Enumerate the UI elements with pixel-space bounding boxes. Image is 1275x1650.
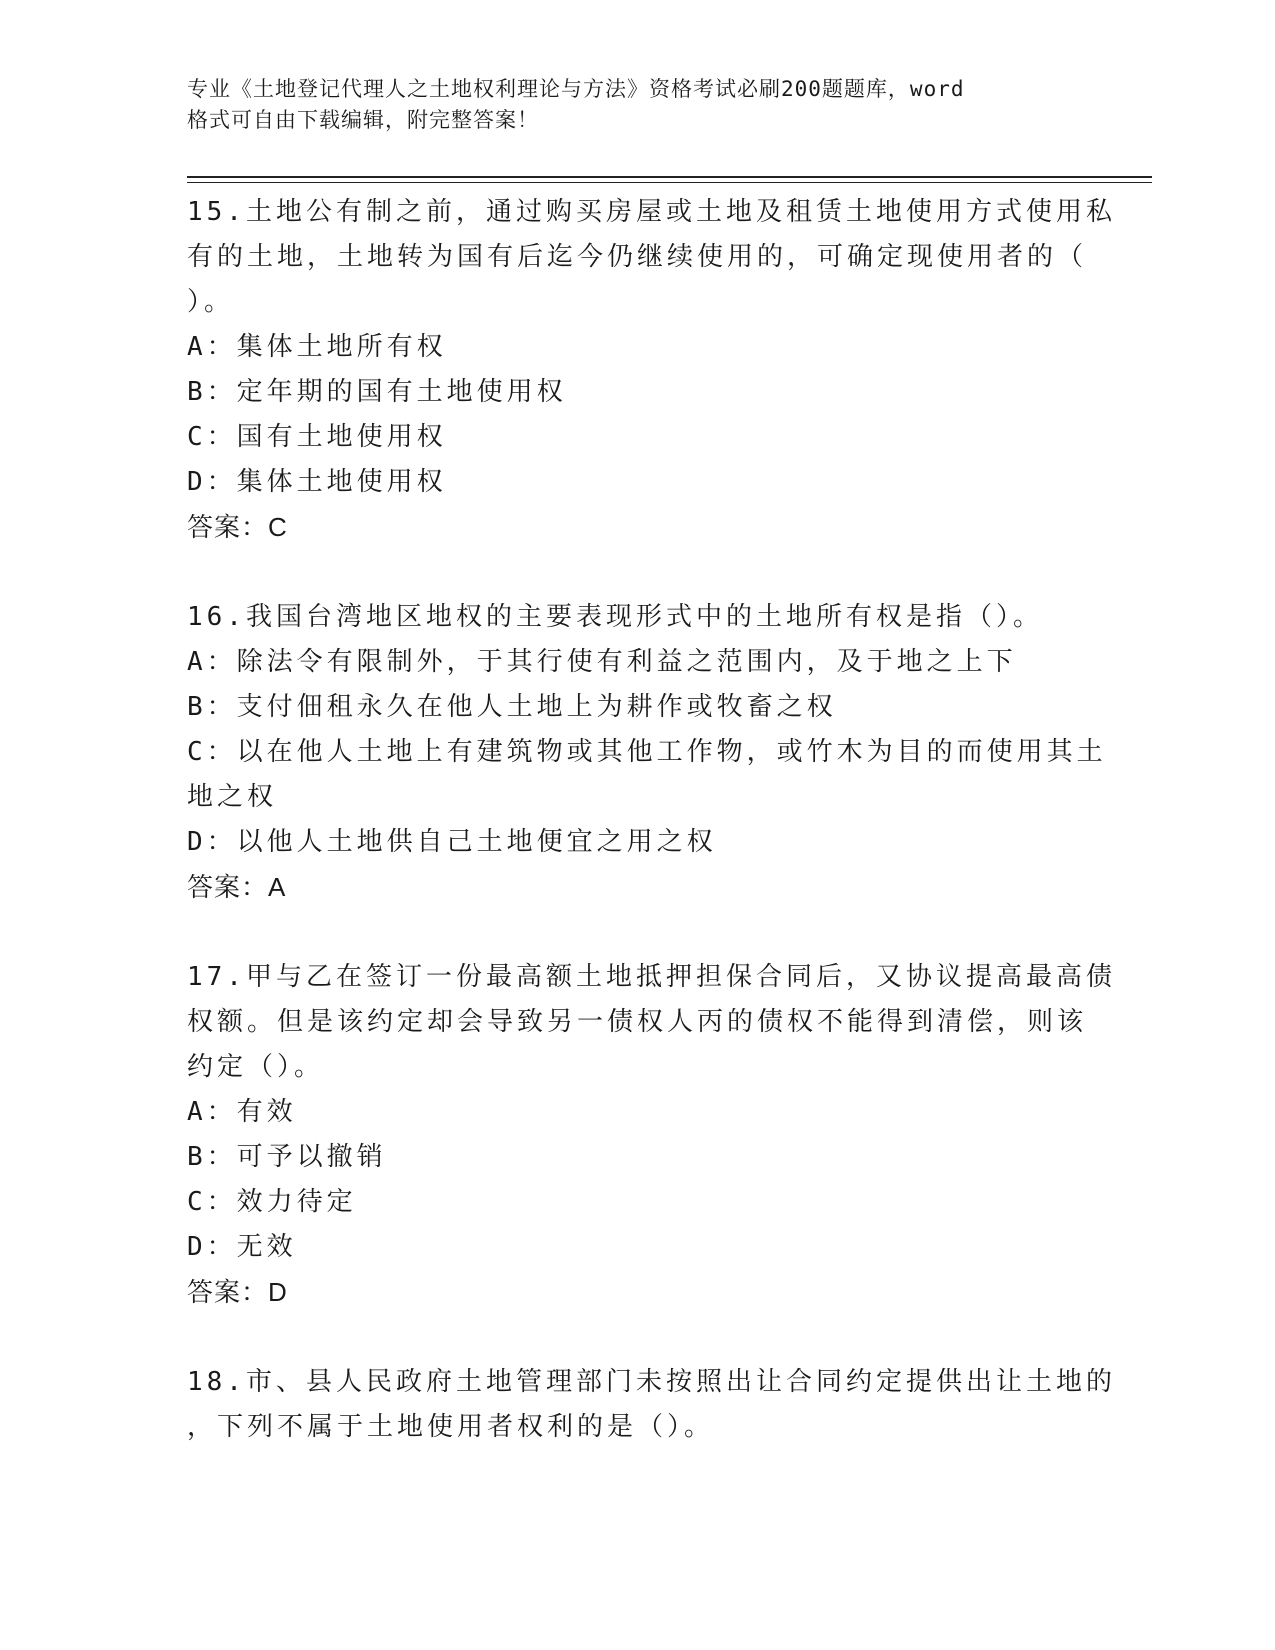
header-divider-thick xyxy=(187,176,1152,178)
answer-line: 答案：D xyxy=(187,1277,288,1307)
answer-line: 答案：A xyxy=(187,872,287,902)
option-line: A：集体土地所有权 xyxy=(187,332,447,362)
option-line: 地之权 xyxy=(187,782,278,812)
option-line: D：以他人土地供自己土地便宜之用之权 xyxy=(187,827,717,857)
question-stem-line: 有的土地，土地转为国有后迄今仍继续使用的，可确定现使用者的（ xyxy=(187,242,1088,272)
question-stem-line: 16.我国台湾地区地权的主要表现形式中的土地所有权是指（）。 xyxy=(187,602,1043,632)
question-stem-line: 17.甲与乙在签订一份最高额土地抵押担保合同后，又协议提高最高债 xyxy=(187,962,1116,992)
question-block xyxy=(187,955,1116,1315)
question-stem-line: 18.市、县人民政府土地管理部门未按照出让合同约定提供出让土地的 xyxy=(187,1367,1116,1397)
option-line: B：支付佃租永久在他人土地上为耕作或牧畜之权 xyxy=(187,692,837,722)
option-line: B：定年期的国有土地使用权 xyxy=(187,377,567,407)
question-list xyxy=(187,190,1116,1450)
header-line-2: 格式可自由下载编辑，附完整答案！ xyxy=(187,108,539,132)
question-stem-line: ）。 xyxy=(187,287,235,317)
document-header xyxy=(187,74,1067,136)
question-stem-line: 权额。但是该约定却会导致另一债权人丙的债权不能得到清偿，则该 xyxy=(187,1007,1088,1037)
option-line: A：除法令有限制外，于其行使有利益之范围内，及于地之上下 xyxy=(187,647,1017,677)
option-line: B：可予以撤销 xyxy=(187,1142,387,1172)
question-block xyxy=(187,1360,1116,1450)
header-line-1: 专业《土地登记代理人之土地权利理论与方法》资格考试必刷200题题库，word xyxy=(187,77,965,101)
question-stem-line: 15.土地公有制之前，通过购买房屋或土地及租赁土地使用方式使用私 xyxy=(187,197,1116,227)
option-line: D：无效 xyxy=(187,1232,297,1262)
option-line: A：有效 xyxy=(187,1097,297,1127)
header-divider-thin xyxy=(187,182,1152,183)
question-stem-line: ，下列不属于土地使用者权利的是（）。 xyxy=(187,1412,715,1442)
question-stem-line: 约定（）。 xyxy=(187,1052,325,1082)
question-block xyxy=(187,595,1107,910)
option-line: C：国有土地使用权 xyxy=(187,422,447,452)
option-line: C：以在他人土地上有建筑物或其他工作物，或竹木为目的而使用其土 xyxy=(187,737,1107,767)
answer-line: 答案：C xyxy=(187,512,288,542)
option-line: D：集体土地使用权 xyxy=(187,467,447,497)
option-line: C：效力待定 xyxy=(187,1187,357,1217)
question-block xyxy=(187,190,1116,550)
